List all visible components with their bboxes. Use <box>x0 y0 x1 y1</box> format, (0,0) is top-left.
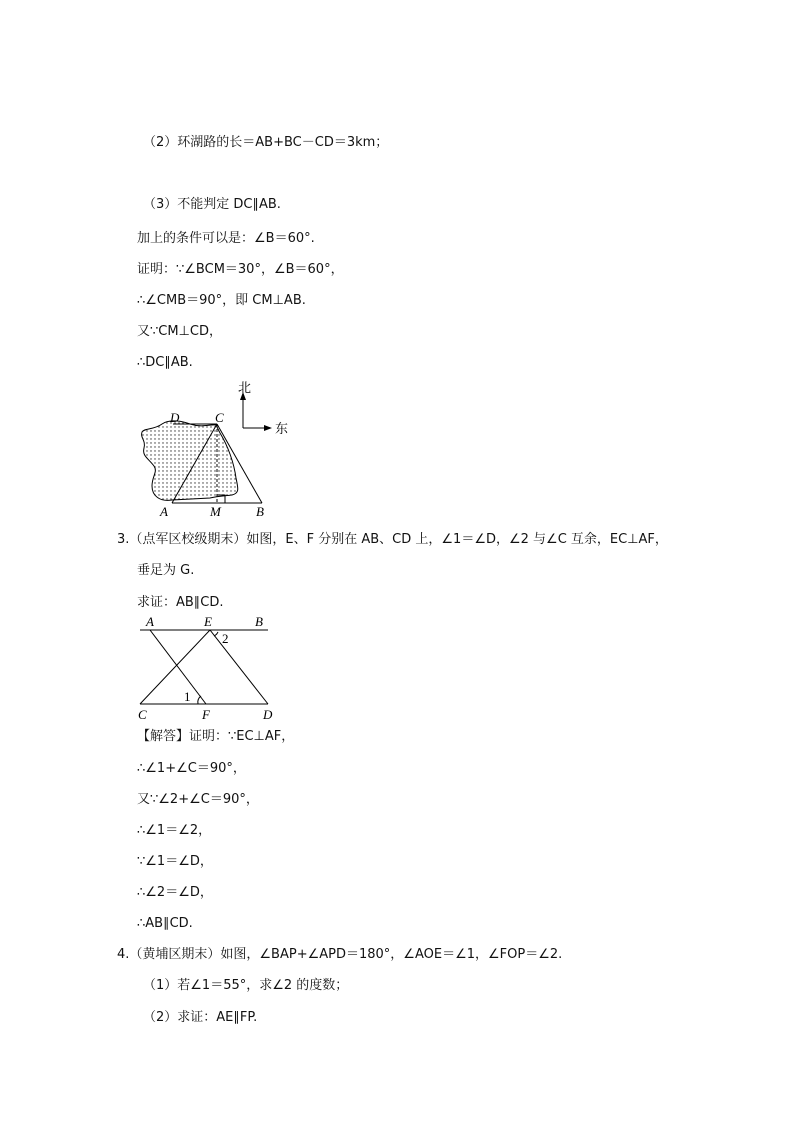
text-line: ∴∠1+∠C＝90°， <box>137 761 246 776</box>
label-B: B <box>256 504 264 518</box>
text-line: 求证：AB∥CD. <box>137 595 224 610</box>
label-D2: D <box>263 707 273 722</box>
text-line: （3）不能判定 DC∥AB. <box>143 197 281 212</box>
text-line: 证明：∵∠BCM＝30°，∠B＝60°， <box>137 262 344 277</box>
label-E2: E <box>204 614 212 629</box>
label-F2: F <box>202 707 210 722</box>
label-B2: B <box>255 614 263 629</box>
text-line: ∴∠1＝∠2， <box>137 823 212 838</box>
text-line: ∴DC∥AB. <box>137 355 193 370</box>
text-line: 4.（黄埔区期末）如图，∠BAP+∠APD＝180°，∠AOE＝∠1，∠FOP＝∠2. <box>117 947 563 962</box>
text-line: ∵∠1＝∠D， <box>137 854 213 869</box>
text-line: ∴∠CMB＝90°，即 CM⊥AB. <box>137 293 306 308</box>
text-line: 又∵CM⊥CD， <box>137 324 222 339</box>
label-A2: A <box>146 614 154 629</box>
parallel-lines-figure <box>134 612 282 724</box>
angle-label-2: 2 <box>222 631 229 646</box>
text-line: 加上的条件可以是：∠B＝60°. <box>137 231 315 246</box>
label-M: M <box>210 504 221 518</box>
label-A: A <box>160 504 168 518</box>
lake-map-figure <box>130 378 300 518</box>
text-line: （2）环湖路的长＝AB+BC－CD＝3km； <box>143 135 389 150</box>
text-line: 【解答】证明：∵EC⊥AF， <box>137 729 295 744</box>
label-D: D <box>170 410 180 425</box>
label-north: 北 <box>238 380 252 395</box>
text-line: ∴∠2＝∠D， <box>137 885 213 900</box>
text-line: （2）求证：AE∥FP. <box>143 1010 258 1025</box>
text-line: 垂足为 G. <box>137 563 195 578</box>
label-C2: C <box>138 707 147 722</box>
label-C: C <box>215 410 224 425</box>
text-line: （1）若∠1＝55°，求∠2 的度数； <box>143 978 349 993</box>
text-line: ∴AB∥CD. <box>137 916 193 931</box>
text-line: 又∵∠2+∠C＝90°， <box>137 792 259 807</box>
label-east: 东 <box>275 421 289 436</box>
text-line: 3.（点军区校级期末）如图，E、F 分别在 AB、CD 上，∠1＝∠D，∠2 与∠C 互余，EC⊥AF， <box>117 532 668 547</box>
angle-label-1: 1 <box>184 689 191 704</box>
lake-region <box>142 421 238 501</box>
